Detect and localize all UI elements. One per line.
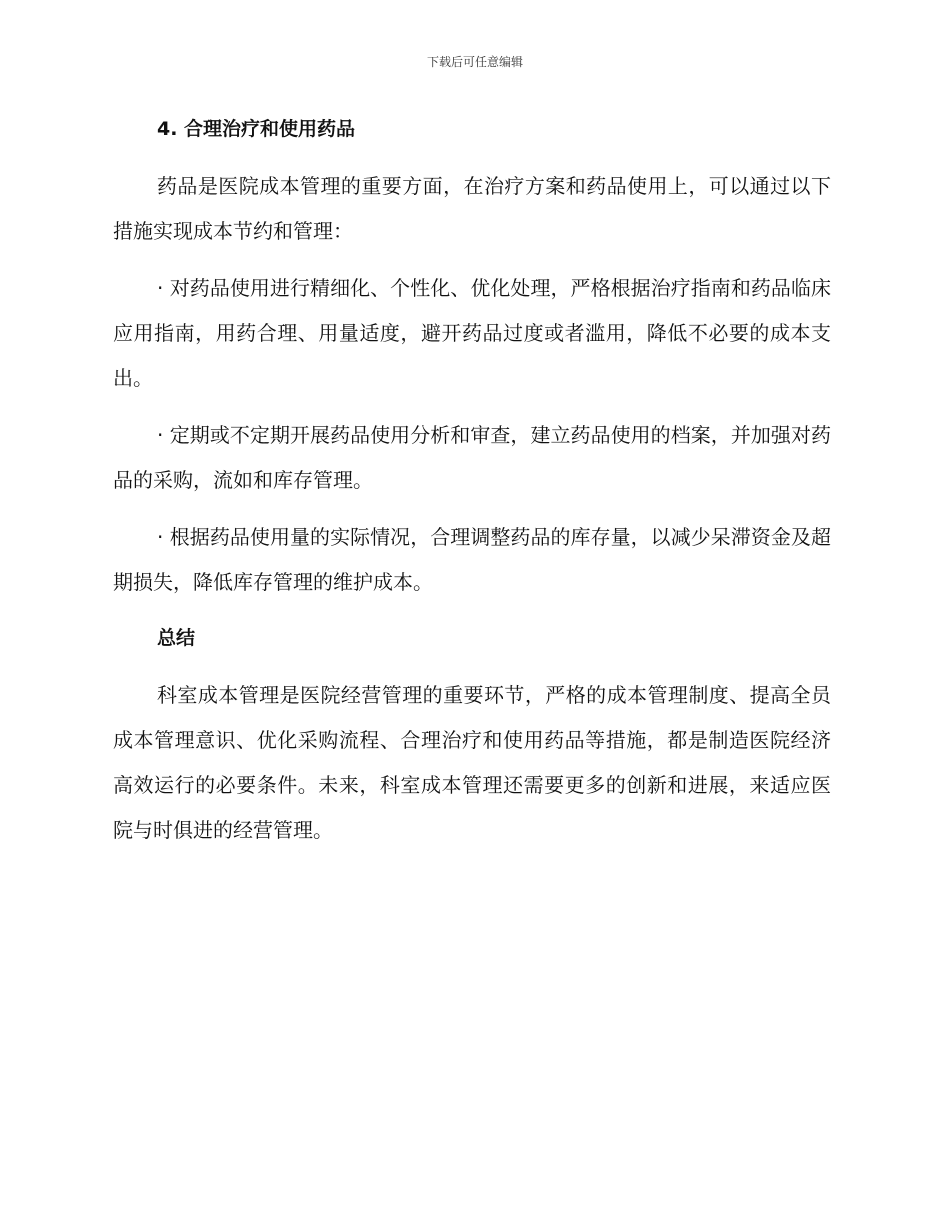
paragraph-summary: 科室成本管理是医院经营管理的重要环节，严格的成本管理制度、提高全员成本管理意识、优化采购流程、合理治疗和使用药品等措施，都是制造医院经济高效运行的必要条件。未来，科室成本管理还需要更多的创新和进展，来适应医院与时俱进的经营管理。	[113, 683, 831, 842]
bullet-paragraph-refined-use: · 对药品使用进行精细化、个性化、优化处理，严格根据治疗指南和药品临床应用指南，用药合理、用量适度，避开药品过度或者滥用，降低不必要的成本支出。	[113, 276, 831, 390]
document-body	[113, 112, 831, 853]
section-heading-drug-use: 4. 合理治疗和使用药品	[157, 118, 356, 140]
bullet-paragraph-usage-review: · 定期或不定期开展药品使用分析和审查，建立药品使用的档案，并加强对药品的采购，流如和库存管理。	[113, 423, 831, 492]
section-heading-summary: 总结	[157, 627, 196, 649]
bullet-paragraph-inventory: · 根据药品使用量的实际情况，合理调整药品的库存量，以减少呆滞资金及超期损失，降低库存管理的维护成本。	[113, 525, 831, 594]
paragraph-drug-intro: 药品是医院成本管理的重要方面，在治疗方案和药品使用上，可以通过以下措施实现成本节约和管理：	[113, 174, 831, 243]
page-header: 下载后可任意编辑	[426, 55, 523, 69]
